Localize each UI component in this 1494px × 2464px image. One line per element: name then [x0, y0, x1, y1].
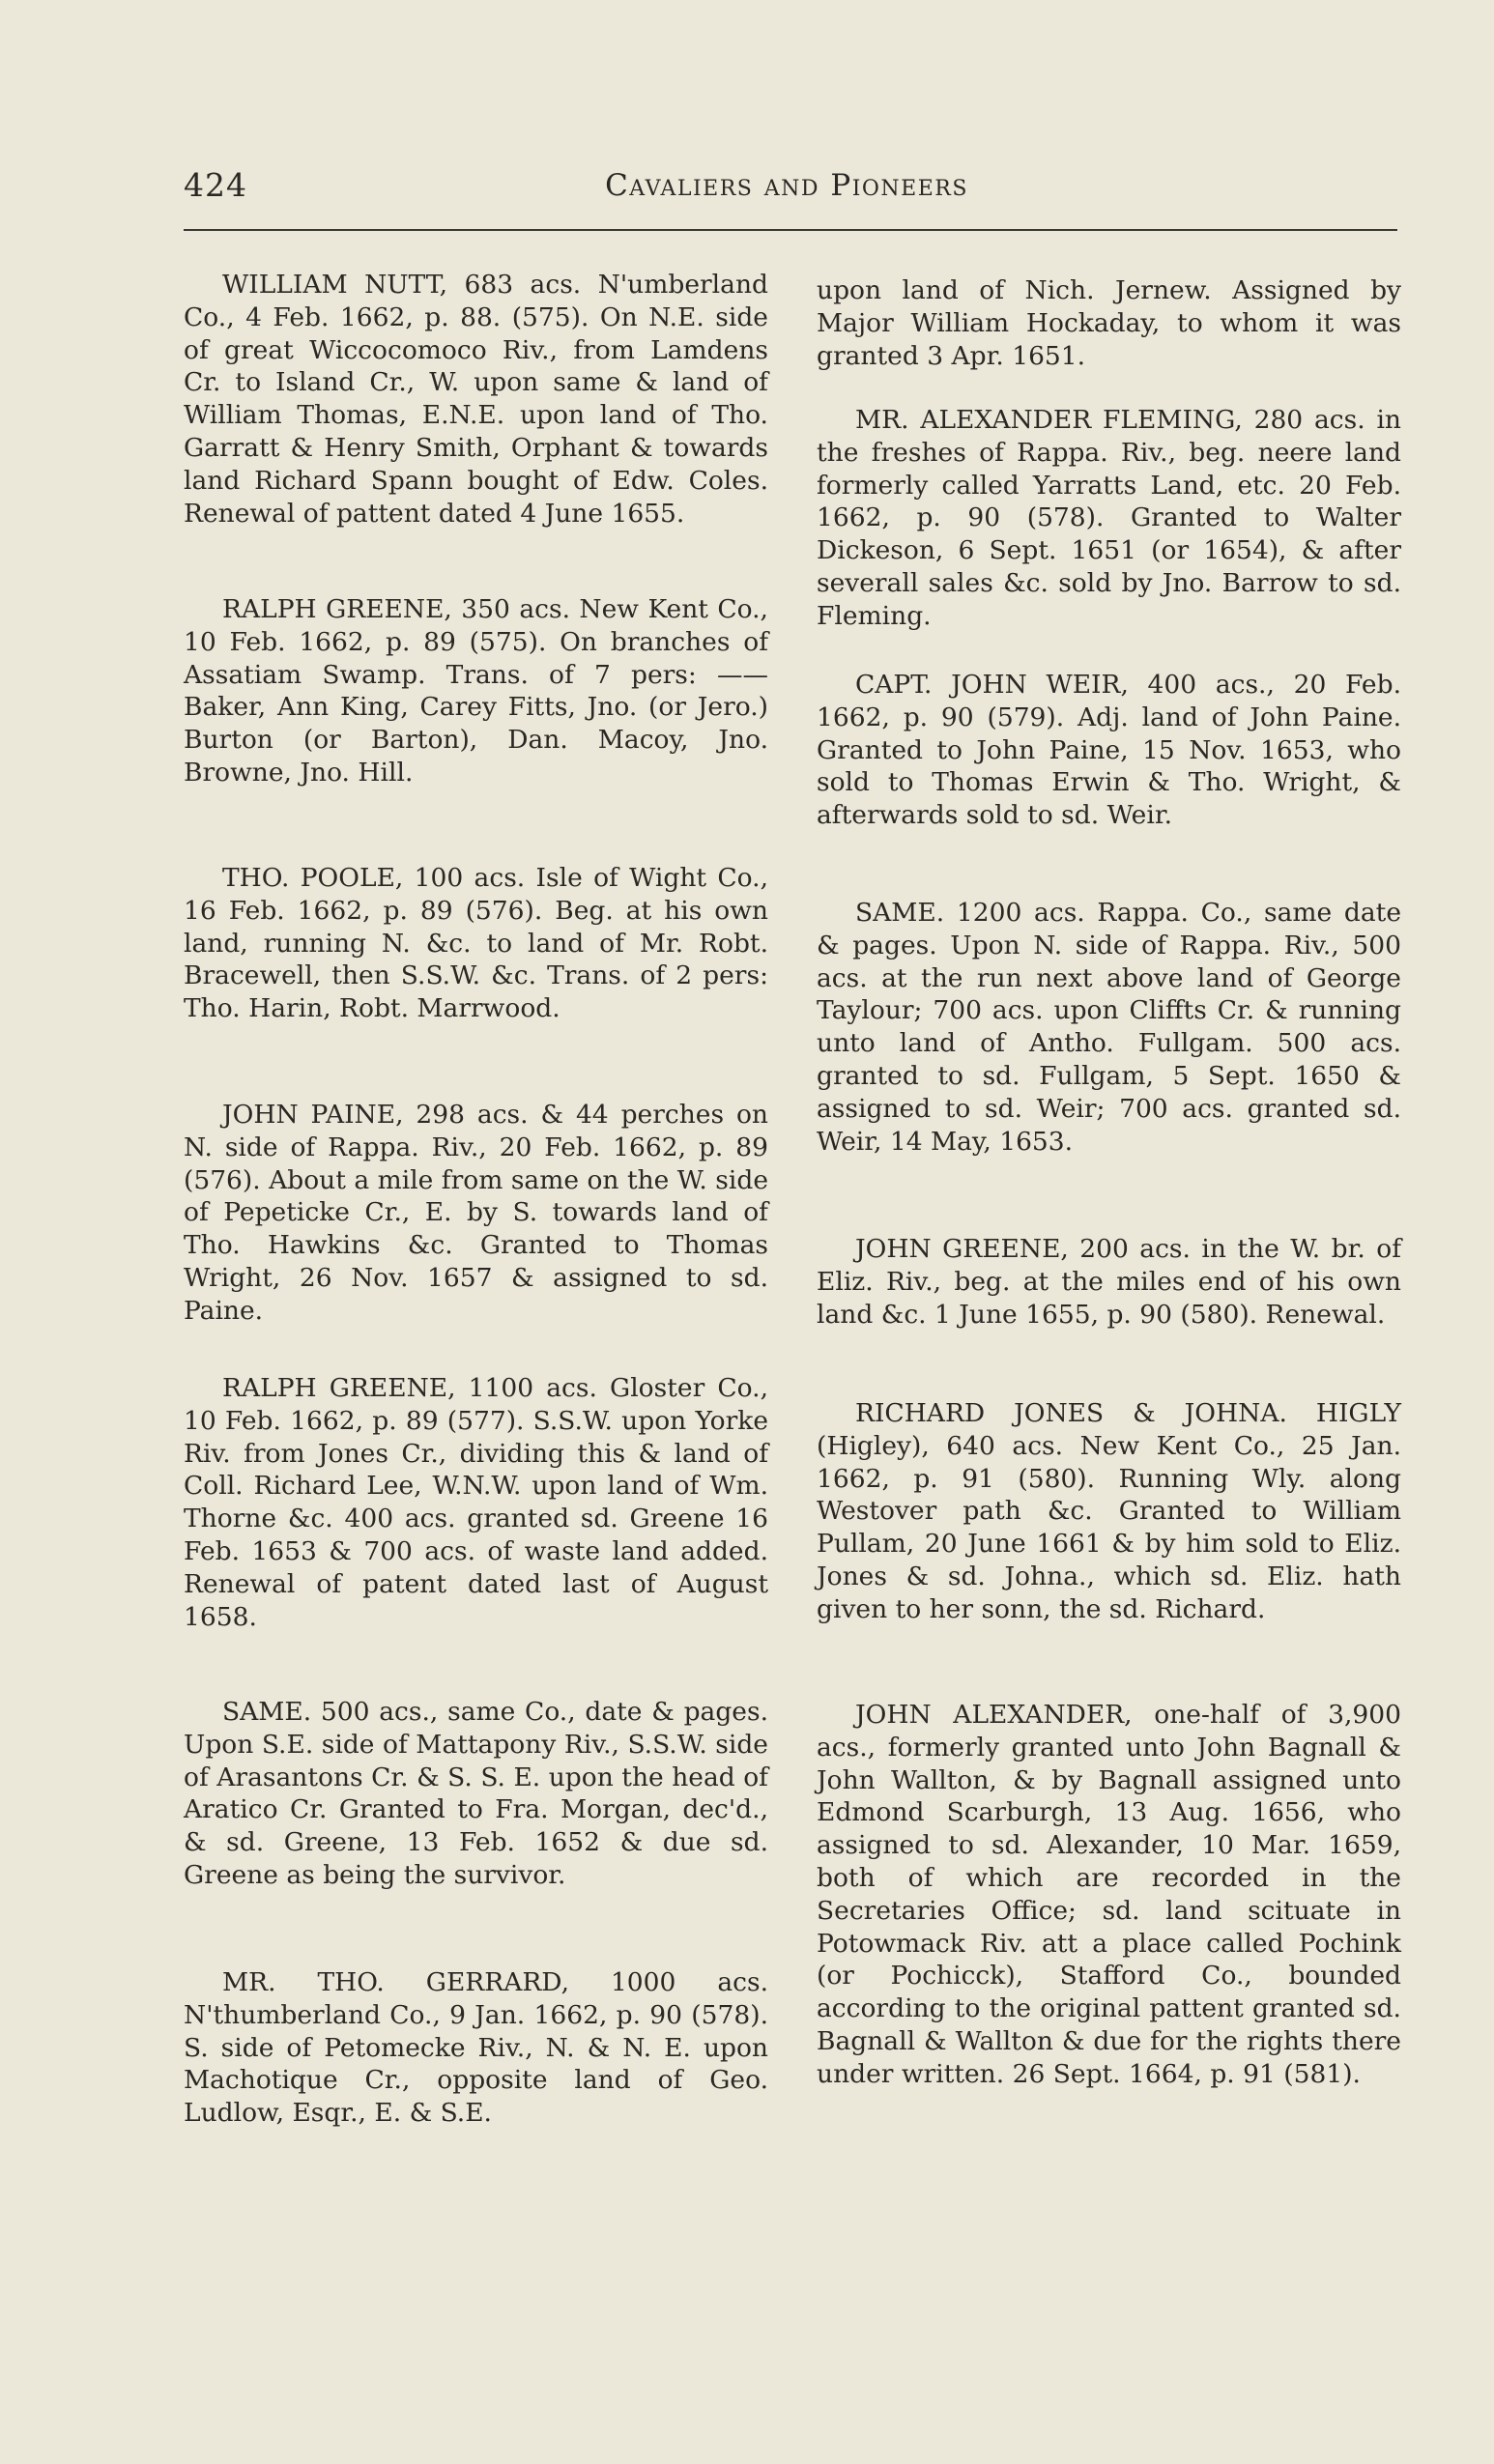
- land-grant-entry: JOHN GREENE, 200 acs. in the W. br. of Eliz. Riv., beg. at the miles end of his own land &c. 1 June 1655, p. 90 (580). Renewal.: [817, 1234, 1401, 1330]
- page-header: [184, 166, 1397, 220]
- land-grant-entry: JOHN ALEXANDER, one-half of 3,900 acs., formerly granted unto John Bagnall & John Wallton, & by Bagnall assigned unto Edmond Scarburgh, 13 Aug. 1656, who assigned to sd. Alexander, 10 Mar. 1659, both of which are recorded in the Secretaries Office; sd. land scituate in Potowmack Riv. att a place called Pochink (or Pochicck), Stafford Co., bounded according to the original pattent granted sd. Bagnall & Wallton & due for the rights there under written. 26 Sept. 1664, p. 91 (581).: [817, 1700, 1401, 2089]
- land-grant-entry: WILLIAM NUTT, 683 acs. N'umberland Co., 4 Feb. 1662, p. 88. (575). On N.E. side of great Wiccocomoco Riv., from Lamdens Cr. to Island Cr., W. upon same & land of William Thomas, E.N.E. upon land of Tho. Garratt & Henry Smith, Orphant & towards land Richard Spann bought of Edw. Coles. Renewal of pattent dated 4 June 1655.: [184, 270, 768, 529]
- land-grant-entry: SAME. 1200 acs. Rappa. Co., same date & pages. Upon N. side of Rappa. Riv., 500 acs. at the run next above land of George Taylour; 700 acs. upon Cliffts Cr. & running unto land of Antho. Fullgam. 500 acs. granted to sd. Fullgam, 5 Sept. 1650 & assigned to sd. Weir; 700 acs. granted sd. Weir, 14 May, 1653.: [817, 898, 1401, 1157]
- land-grant-entry: JOHN PAINE, 298 acs. & 44 perches on N. side of Rappa. Riv., 20 Feb. 1662, p. 89 (576). About a mile from same on the W. side of Pepeticke Cr., E. by S. towards land of Tho. Hawkins &c. Granted to Thomas Wright, 26 Nov. 1657 & assigned to sd. Paine.: [184, 1100, 768, 1326]
- land-grant-entry: MR. ALEXANDER FLEMING, 280 acs. in the freshes of Rappa. Riv., beg. neere land formerly called Yarratts Land, etc. 20 Feb. 1662, p. 90 (578). Granted to Walter Dickeson, 6 Sept. 1651 (or 1654), & after severall sales &c. sold by Jno. Barrow to sd. Fleming.: [817, 405, 1401, 631]
- land-grant-entry: THO. POOLE, 100 acs. Isle of Wight Co., 16 Feb. 1662, p. 89 (576). Beg. at his own land, running N. &c. to land of Mr. Robt. Bracewell, then S.S.W. &c. Trans. of 2 pers: Tho. Harin, Robt. Marrwood.: [184, 863, 768, 1024]
- land-grant-entry: RICHARD JONES & JOHNA. HIGLY (Higley), 640 acs. New Kent Co., 25 Jan. 1662, p. 91 (580). Running Wly. along Westover path &c. Granted to William Pullam, 20 June 1661 & by him sold to Eliz. Jones & sd. Johna., which sd. Eliz. hath given to her sonn, the sd. Richard.: [817, 1398, 1401, 1624]
- land-grant-entry: RALPH GREENE, 350 acs. New Kent Co., 10 Feb. 1662, p. 89 (575). On branches of Assatiam Swamp. Trans. of 7 pers: —— Baker, Ann King, Carey Fitts, Jno. (or Jero.) Burton (or Barton), Dan. Macoy, Jno. Browne, Jno. Hill.: [184, 594, 768, 788]
- running-title: Cavaliers and Pioneers: [605, 168, 968, 203]
- land-grant-entry: MR. THO. GERRARD, 1000 acs. N'thumberland Co., 9 Jan. 1662, p. 90 (578). S. side of Petomecke Riv., N. & N. E. upon Machotique Cr., opposite land of Geo. Ludlow, Esqr., E. & S.E.: [184, 1967, 768, 2129]
- land-grant-entry-continuation: upon land of Nich. Jernew. Assigned by Major William Hockaday, to whom it was granted 3 Apr. 1651.: [817, 275, 1401, 371]
- land-grant-entry: SAME. 500 acs., same Co., date & pages. Upon S.E. side of Mattapony Riv., S.S.W. side of Arasantons Cr. & S. S. E. upon the head of Aratico Cr. Granted to Fra. Morgan, dec'd., & sd. Greene, 13 Feb. 1652 & due sd. Greene as being the survivor.: [184, 1697, 768, 1890]
- header-rule: [184, 229, 1397, 231]
- land-grant-entry: RALPH GREENE, 1100 acs. Gloster Co., 10 Feb. 1662, p. 89 (577). S.S.W. upon Yorke Riv. from Jones Cr., dividing this & land of Coll. Richard Lee, W.N.W. upon land of Wm. Thorne &c. 400 acs. granted sd. Greene 16 Feb. 1653 & 700 acs. of waste land added. Renewal of patent dated last of August 1658.: [184, 1373, 768, 1632]
- page-number: 424: [184, 166, 247, 204]
- land-grant-entry: CAPT. JOHN WEIR, 400 acs., 20 Feb. 1662, p. 90 (579). Adj. land of John Paine. Granted to John Paine, 15 Nov. 1653, who sold to Thomas Erwin & Tho. Wright, & afterwards sold to sd. Weir.: [817, 670, 1401, 831]
